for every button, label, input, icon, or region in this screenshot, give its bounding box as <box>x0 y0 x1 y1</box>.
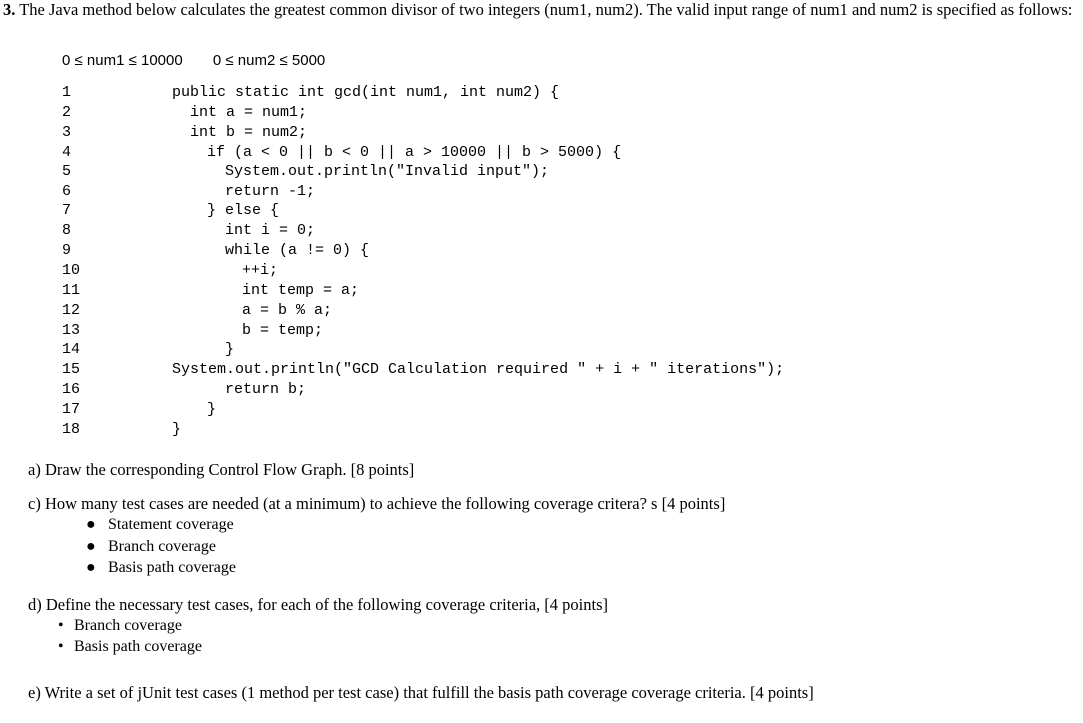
line-number: 14 <box>62 341 81 358</box>
line-number: 8 <box>62 222 72 239</box>
question-number: 3. <box>3 0 16 19</box>
input-ranges <box>62 52 325 69</box>
question-text: The Java method below calculates the greatest common divisor of two integers (num1, num2). The valid input range of num1 and num2 is specified as follows: <box>19 0 1073 19</box>
code-line <box>0 162 1083 182</box>
code-text: a = b % a; <box>242 302 333 319</box>
code-text: while (a != 0) { <box>225 242 370 259</box>
line-number: 11 <box>62 282 81 299</box>
code-text: System.out.println("GCD Calculation required " + i + " iterations"); <box>172 361 785 378</box>
code-line <box>0 321 1083 341</box>
code-line <box>0 83 1083 103</box>
question-e: e) Write a set of jUnit test cases (1 method per test case) that fulfill the basis path coverage coverage criteria. [4 points] <box>28 683 814 702</box>
bullet-icon: ● <box>86 516 96 533</box>
c-item-branch: ● Branch coverage <box>86 538 216 555</box>
code-text: int i = 0; <box>225 222 316 239</box>
c-item-basis: ● Basis path coverage <box>86 559 236 576</box>
code-line <box>0 201 1083 221</box>
code-line <box>0 123 1083 143</box>
line-number: 18 <box>62 421 81 438</box>
code-line <box>0 103 1083 123</box>
code-text: int b = num2; <box>190 124 308 141</box>
code-text: System.out.println("Invalid input"); <box>225 163 550 180</box>
c-item-statement: ● Statement coverage <box>86 516 234 533</box>
bullet-icon: ● <box>86 559 96 576</box>
code-line <box>0 380 1083 400</box>
line-number: 15 <box>62 361 81 378</box>
code-line <box>0 281 1083 301</box>
code-text: b = temp; <box>242 322 324 339</box>
line-number: 17 <box>62 401 81 418</box>
code-line <box>0 420 1083 440</box>
d-item-branch: • Branch coverage <box>58 617 182 634</box>
bullet-icon: • <box>58 638 64 655</box>
code-line <box>0 182 1083 202</box>
line-number: 1 <box>62 84 72 101</box>
code-text: int a = num1; <box>190 104 308 121</box>
question-c: c) How many test cases are needed (at a minimum) to achieve the following coverage critera? s [4 points] <box>28 494 726 513</box>
code-line <box>0 221 1083 241</box>
line-number: 6 <box>62 183 72 200</box>
question-intro <box>3 0 1081 19</box>
line-number: 10 <box>62 262 81 279</box>
line-number: 12 <box>62 302 81 319</box>
line-number: 3 <box>62 124 72 141</box>
line-number: 9 <box>62 242 72 259</box>
code-line <box>0 340 1083 360</box>
question-d: d) Define the necessary test cases, for each of the following coverage criteria, [4 points] <box>28 595 609 614</box>
bullet-icon: • <box>58 617 64 634</box>
bullet-icon: ● <box>86 538 96 555</box>
code-text: } <box>172 421 182 438</box>
code-text: public static int gcd(int num1, int num2) { <box>172 84 560 101</box>
code-text: if (a < 0 || b < 0 || a > 10000 || b > 5000) { <box>207 144 622 161</box>
num2-range: 0 ≤ num2 ≤ 5000 <box>212 52 326 69</box>
line-number: 16 <box>62 381 81 398</box>
line-number: 2 <box>62 104 72 121</box>
line-number: 7 <box>62 202 72 219</box>
code-text: int temp = a; <box>242 282 360 299</box>
code-text: return -1; <box>225 183 316 200</box>
code-line <box>0 360 1083 380</box>
line-number: 5 <box>62 163 72 180</box>
line-number: 13 <box>62 322 81 339</box>
code-line <box>0 143 1083 163</box>
code-line <box>0 241 1083 261</box>
code-text: return b; <box>225 381 307 398</box>
d-item-basis: • Basis path coverage <box>58 638 202 655</box>
code-line <box>0 301 1083 321</box>
code-line <box>0 400 1083 420</box>
question-a: a) Draw the corresponding Control Flow Graph. [8 points] <box>28 460 415 479</box>
code-text: } else { <box>207 202 280 219</box>
line-number: 4 <box>62 144 72 161</box>
code-line <box>0 261 1083 281</box>
num1-range: 0 ≤ num1 ≤ 10000 <box>62 52 183 69</box>
code-text: } <box>225 341 235 358</box>
code-text: ++i; <box>242 262 279 279</box>
code-text: } <box>207 401 217 418</box>
